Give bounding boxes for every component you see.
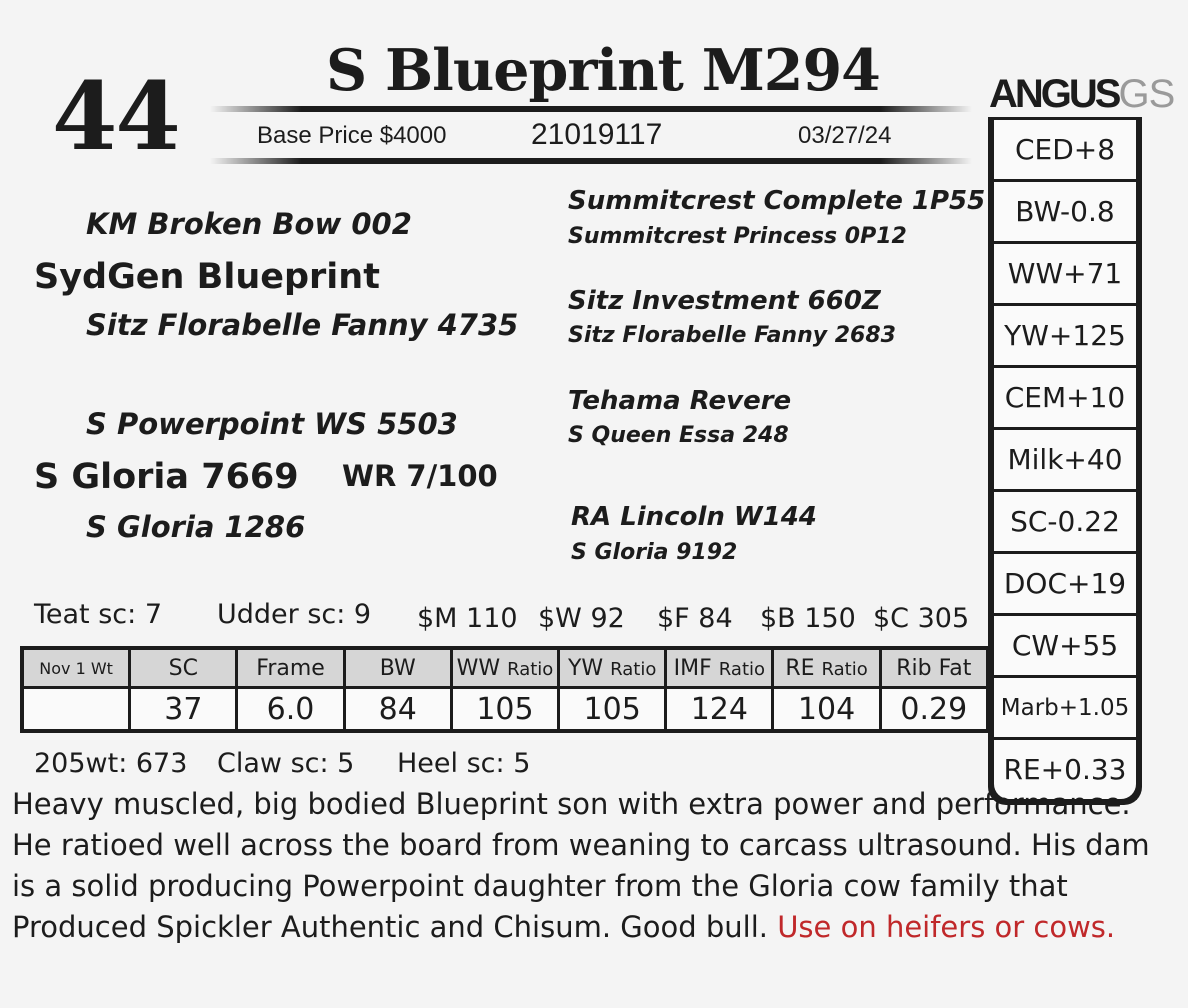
sire-dam: Sitz Florabelle Fanny 4735	[86, 308, 519, 342]
angus-gs-logo	[989, 74, 1174, 114]
description-highlight: Use on heifers or cows.	[777, 910, 1116, 944]
epd-sc: SC-0.22	[994, 492, 1136, 551]
dam-dam-sire: RA Lincoln W144	[571, 502, 817, 532]
index-b: $B 150	[760, 603, 856, 634]
epd-milk: Milk+40	[994, 430, 1136, 489]
header-rib-fat: Rib Fat	[880, 648, 988, 688]
value-bw: 84	[344, 688, 451, 732]
index-w: $W 92	[538, 603, 625, 634]
birth-date: 03/27/24	[798, 122, 892, 149]
value-nov1wt	[22, 688, 130, 732]
epd-yw: YW+125	[994, 306, 1136, 365]
table-header-row	[22, 648, 988, 688]
value-yw-ratio: 105	[559, 688, 666, 732]
header-bw: BW	[344, 648, 451, 688]
header-nov1wt: Nov 1 Wt	[22, 648, 130, 688]
epd-cw: CW+55	[994, 616, 1136, 675]
header-re-ratio: RE Ratio	[773, 648, 880, 688]
value-sc: 37	[130, 688, 237, 732]
epd-doc: DOC+19	[994, 554, 1136, 613]
header-frame: Frame	[237, 648, 344, 688]
index-f: $F 84	[657, 603, 733, 634]
weight-205: 205wt: 673	[34, 748, 188, 779]
dam: S Gloria 7669	[34, 457, 299, 497]
epd-column	[988, 117, 1142, 805]
bull-name: S Blueprint M294	[326, 37, 880, 104]
value-frame: 6.0	[237, 688, 344, 732]
lot-number: 44	[52, 62, 179, 172]
claw-score: Claw sc: 5	[217, 748, 355, 779]
epd-bw: BW-0.8	[994, 182, 1136, 241]
measurements-table	[20, 646, 990, 733]
dam-dam: S Gloria 1286	[86, 510, 306, 544]
header-yw-ratio: YW Ratio	[559, 648, 666, 688]
sire-sire-sire: Summitcrest Complete 1P55	[568, 186, 986, 216]
dam-dam-dam: S Gloria 9192	[571, 540, 738, 565]
logo-main-text: ANGUS	[989, 72, 1119, 116]
header-ww-ratio: WW Ratio	[451, 648, 558, 688]
sire-dam-dam: Sitz Florabelle Fanny 2683	[568, 323, 896, 348]
epd-marb: Marb+1.05	[994, 678, 1136, 737]
sire-sire-dam: Summitcrest Princess 0P12	[568, 224, 907, 249]
base-price: Base Price $4000	[257, 122, 447, 149]
value-ww-ratio: 105	[451, 688, 558, 732]
epd-re: RE+0.33	[994, 740, 1136, 799]
description	[12, 784, 1172, 948]
value-rib-fat: 0.29	[880, 688, 988, 732]
index-m: $M 110	[417, 603, 518, 634]
value-re-ratio: 104	[773, 688, 880, 732]
heel-score: Heel sc: 5	[397, 748, 531, 779]
sire-dam-sire: Sitz Investment 660Z	[568, 286, 881, 316]
sire-sire: KM Broken Bow 002	[86, 207, 412, 241]
header-sc: SC	[130, 648, 237, 688]
value-imf-ratio: 124	[666, 688, 773, 732]
logo-suffix-text: GS	[1118, 72, 1175, 116]
sire: SydGen Blueprint	[34, 257, 380, 297]
dam-sire-dam: S Queen Essa 248	[568, 423, 789, 448]
teat-score: Teat sc: 7	[34, 599, 162, 630]
table-value-row	[22, 688, 988, 732]
dam-sire: S Powerpoint WS 5503	[86, 407, 458, 441]
registration-number: 21019117	[531, 118, 663, 151]
description-text: Heavy muscled, big bodied Blueprint son with extra power and performance. He ratioed well across the board from weaning to carcass ultrasound. His dam is a solid producing Powerpoint daughter from the Gloria cow family that Produced Spickler Authentic and Chisum. Good bull.	[12, 787, 1150, 944]
header-imf-ratio: IMF Ratio	[666, 648, 773, 688]
udder-score: Udder sc: 9	[217, 599, 372, 630]
epd-cem: CEM+10	[994, 368, 1136, 427]
dam-sire-sire: Tehama Revere	[568, 386, 792, 416]
index-c: $C 305	[873, 603, 970, 634]
header-rule-bottom	[210, 158, 972, 164]
epd-ced: CED+8	[994, 120, 1136, 179]
weaning-ratio: WR 7/100	[342, 459, 498, 493]
header-rule-top	[210, 106, 972, 112]
epd-ww: WW+71	[994, 244, 1136, 303]
